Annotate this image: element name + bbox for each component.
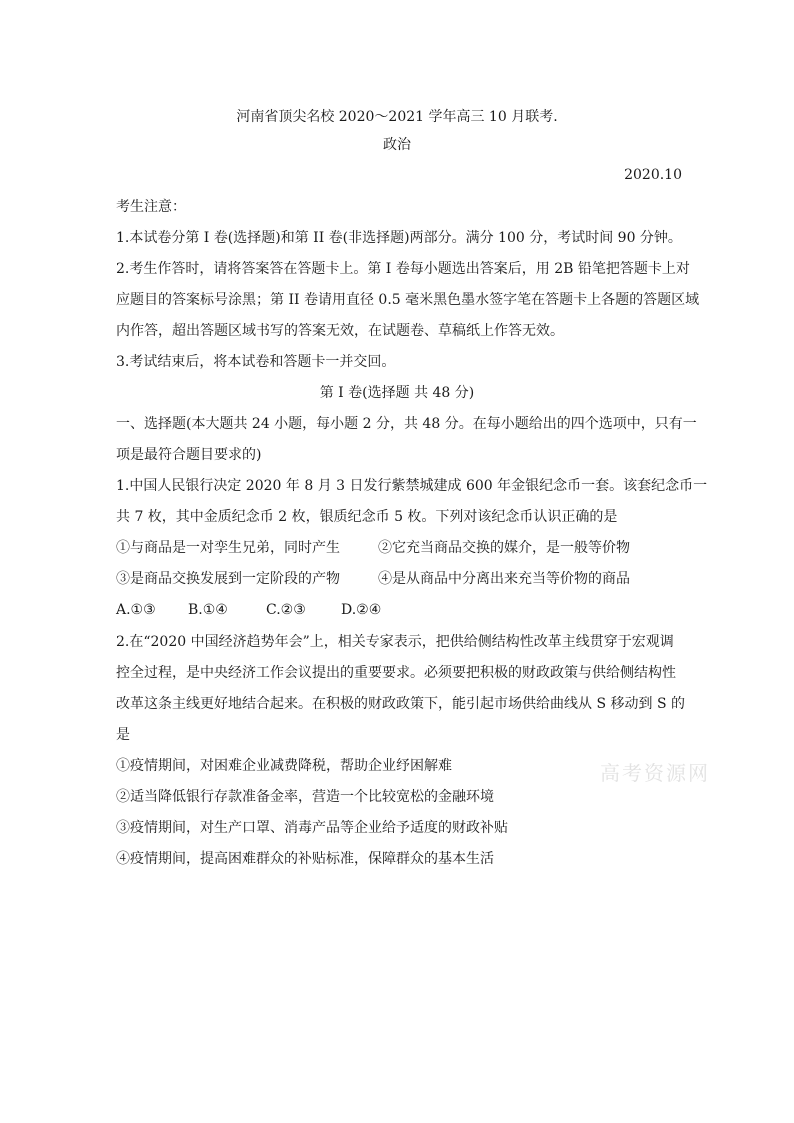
question-1-options-row-2 bbox=[116, 569, 686, 589]
question-2-option-2: ②适当降低银行存款准备金率，营造一个比较宽松的金融环境 bbox=[116, 789, 494, 805]
section-intro-line-2: 项是最符合题目要求的) bbox=[116, 447, 262, 463]
question-2-option-1: ①疫情期间，对困难企业减费降税，帮助企业纾困解难 bbox=[116, 758, 452, 774]
question-1-options-row-1 bbox=[116, 538, 686, 558]
notice-item-3: 3.考试结束后，将本试卷和答题卡一并交回。 bbox=[116, 354, 396, 370]
question-2-line-3: 改革这条主线更好地结合起来。在积极的财政政策下，能引起市场供给曲线从 S 移动到 S 的 bbox=[116, 696, 685, 712]
exam-title: 河南省顶尖名校 2020～2021 学年高三 10 月联考. bbox=[236, 109, 558, 125]
notice-heading: 考生注意： bbox=[116, 199, 186, 215]
watermark: 高考资源网 bbox=[600, 761, 710, 785]
exam-date: 2020.10 bbox=[624, 167, 682, 183]
notice-item-2-line-1: 2.考生作答时，请将答案答在答题卡上。第 I 卷每小题选出答案后，用 2B 铅笔把答题卡上对 bbox=[116, 261, 690, 277]
question-2-option-4: ④疫情期间，提高困难群众的补贴标准，保障群众的基本生活 bbox=[116, 851, 494, 867]
question-1-choices bbox=[116, 600, 686, 620]
notice-item-2-line-3: 内作答，超出答题区域书写的答案无效，在试题卷、草稿纸上作答无效。 bbox=[116, 323, 564, 339]
question-1-option-2: ②它充当商品交换的媒介，是一般等价物 bbox=[378, 540, 630, 556]
notice-item-2-line-2: 应题目的答案标号涂黑；第 II 卷请用直径 0.5 毫米黑色墨水签字笔在答题卡上各题的答题区域 bbox=[116, 292, 700, 308]
section-title: 第 I 卷(选择题 共 48 分) bbox=[319, 385, 475, 401]
question-1-choice-c: C.②③ bbox=[266, 602, 306, 618]
question-1-option-1: ①与商品是一对孪生兄弟，同时产生 bbox=[116, 540, 340, 556]
question-2-option-3: ③疫情期间，对生产口罩、消毒产品等企业给予适度的财政补贴 bbox=[116, 820, 508, 836]
question-1-choice-b: B.①④ bbox=[188, 602, 228, 618]
question-1-choice-a: A.①③ bbox=[116, 602, 156, 618]
section-intro-line-1: 一、选择题(本大题共 24 小题，每小题 2 分，共 48 分。在每小题给出的四个选项中，只有一 bbox=[116, 416, 697, 432]
question-1-line-2: 共 7 枚，其中金质纪念币 2 枚，银质纪念币 5 枚。下列对该纪念币认识正确的是 bbox=[116, 509, 618, 525]
question-2-line-2: 控全过程，是中央经济工作会议提出的重要要求。必须要把积极的财政政策与供给侧结构性 bbox=[116, 665, 676, 681]
question-2-line-1: 2.在“2020 中国经济趋势年会”上，相关专家表示，把供给侧结构性改革主线贯穿于宏观调 bbox=[116, 634, 674, 650]
question-2-line-4: 是 bbox=[116, 727, 130, 743]
notice-item-1: 1.本试卷分第 I 卷(选择题)和第 II 卷(非选择题)两部分。满分 100 分，考试时间 90 分钟。 bbox=[116, 230, 682, 246]
subject-title: 政治 bbox=[383, 137, 411, 153]
question-1-choice-d: D.②④ bbox=[341, 602, 382, 618]
question-1-line-1: 1.中国人民银行决定 2020 年 8 月 3 日发行紫禁城建成 600 年金银纪念币一套。该套纪念币一 bbox=[116, 478, 708, 494]
question-1-option-4: ④是从商品中分离出来充当等价物的商品 bbox=[378, 571, 630, 587]
question-1-option-3: ③是商品交换发展到一定阶段的产物 bbox=[116, 571, 340, 587]
